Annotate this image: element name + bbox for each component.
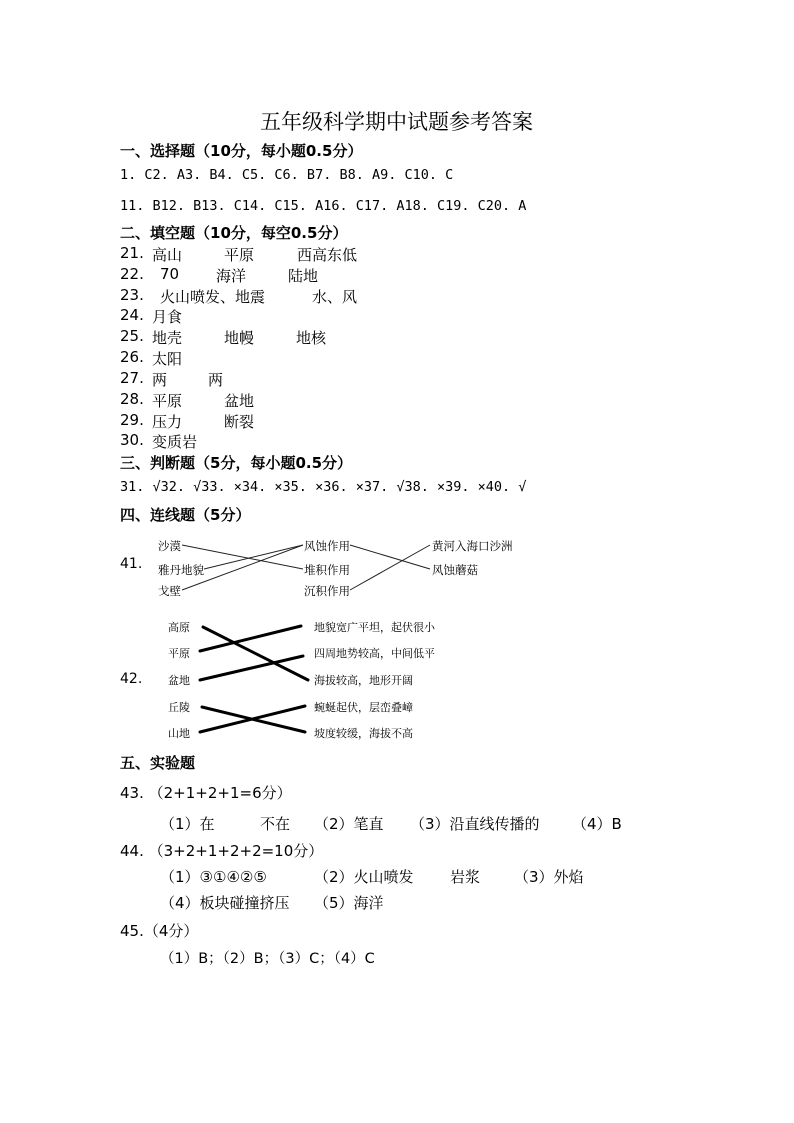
match-left-item: 戈壁 (158, 584, 181, 598)
item-number: 30. (120, 431, 144, 449)
item-number: 23. (120, 286, 144, 304)
answer-text: （2）火山喷发 (314, 868, 414, 886)
match-left-item: 盆地 (168, 674, 190, 687)
match-line (204, 545, 303, 569)
match-line (182, 545, 303, 590)
section-choice-heading: 一、选择题（10分，每小题0.5分） (120, 142, 363, 160)
match-left-item: 高原 (168, 621, 190, 634)
match-middle-item: 堆积作用 (304, 563, 350, 577)
match-right-item: 海拔较高，地形开阔 (314, 674, 413, 687)
match-left-item: 平原 (168, 647, 190, 660)
match-line (350, 545, 430, 569)
answer-text: 不在 (260, 815, 291, 833)
question-44-title: 44. （3+2+1+2+2=10分） (120, 842, 324, 860)
fill-answer: 海洋 (216, 267, 247, 285)
match-left-item: 沙漠 (158, 539, 181, 553)
match-right-item: 地貌宽广平坦，起伏很小 (314, 621, 435, 634)
item-number: 21. (120, 244, 144, 262)
match-line (182, 545, 303, 569)
answer-text: （1）③①④②⑤ (160, 868, 267, 886)
match-right-item: 风蚀蘑菇 (432, 563, 478, 577)
match-left-item: 丘陵 (168, 701, 190, 714)
fill-answer: 陆地 (288, 267, 319, 285)
match-left-item: 雅丹地貌 (158, 563, 204, 577)
fill-answer: 断裂 (224, 413, 255, 431)
fill-answer: 火山喷发、地震 (160, 288, 266, 306)
match-left-item: 山地 (168, 727, 190, 740)
answer-text: （3）外焰 (514, 868, 584, 886)
choice-answers-row-2: 11. B12. B13. C14. C15. A16. C17. A18. C19. C20. A (120, 198, 527, 214)
judge-answers-row: 31. √32. √33. ×34. ×35. ×36. ×37. √38. ×39. ×40. √ (120, 479, 527, 495)
section-fill-heading: 二、填空题（10分，每空0.5分） (120, 224, 348, 242)
answer-text: （1）在 (160, 815, 215, 833)
fill-answer: 两 (208, 371, 224, 389)
answer-text: （4）板块碰撞挤压 (160, 894, 290, 912)
match-right-item: 坡度较缓，海拔不高 (314, 727, 413, 740)
item-number: 29. (120, 411, 144, 429)
match-line (350, 545, 430, 590)
fill-answer: 70 (160, 265, 180, 283)
answer-text: 岩浆 (450, 868, 481, 886)
item-number: 22. (120, 265, 144, 283)
match-middle-item: 风蚀作用 (304, 539, 350, 553)
item-number: 27. (120, 369, 144, 387)
match-line (203, 627, 308, 680)
item-number: 25. (120, 327, 144, 345)
fill-answer: 平原 (224, 246, 255, 264)
fill-answer: 变质岩 (152, 433, 198, 451)
match-line (200, 626, 301, 651)
fill-answer: 压力 (152, 413, 183, 431)
choice-answers-row-1: 1. C2. A3. B4. C5. C6. B7. B8. A9. C10. C (120, 167, 454, 183)
item-number: 41. (120, 556, 143, 572)
match-middle-item: 沉积作用 (304, 584, 350, 598)
fill-answer: 地幔 (224, 329, 255, 347)
fill-answer: 地核 (296, 329, 327, 347)
match-right-item: 黄河入海口沙洲 (432, 539, 513, 553)
fill-answer: 月食 (152, 308, 183, 326)
match-right-item: 蜿蜒起伏，层峦叠嶂 (314, 701, 413, 714)
fill-answer: 平原 (152, 392, 183, 410)
answer-text: （4）B (572, 815, 622, 833)
item-number: 42. (120, 671, 143, 687)
question-45-title: 45.（4分） (120, 922, 199, 940)
section-judge-heading: 三、判断题（5分，每小题0.5分） (120, 454, 353, 472)
question-45-answers: （1）B；（2）B；（3）C；（4）C (160, 951, 375, 967)
section-experiment-heading: 五、实验题 (120, 754, 196, 772)
fill-answer: 高山 (152, 246, 183, 264)
item-number: 28. (120, 390, 144, 408)
answer-text: （5）海洋 (314, 894, 384, 912)
answer-text: （3）沿直线传播的 (410, 815, 540, 833)
fill-answer: 西高东低 (297, 246, 358, 264)
page-title: 五年级科学期中试题参考答案 (260, 110, 533, 134)
section-match-heading: 四、连线题（5分） (120, 506, 251, 524)
fill-answer: 两 (152, 371, 168, 389)
answer-text: （2）笔直 (314, 815, 384, 833)
item-number: 26. (120, 348, 144, 366)
fill-answer: 盆地 (224, 392, 255, 410)
question-43-title: 43. （2+1+2+1=6分） (120, 784, 292, 802)
item-number: 24. (120, 306, 144, 324)
fill-answer: 太阳 (152, 350, 183, 368)
fill-answer: 水、风 (312, 288, 358, 306)
match-right-item: 四周地势较高，中间低平 (314, 647, 435, 660)
fill-answer: 地壳 (152, 329, 183, 347)
